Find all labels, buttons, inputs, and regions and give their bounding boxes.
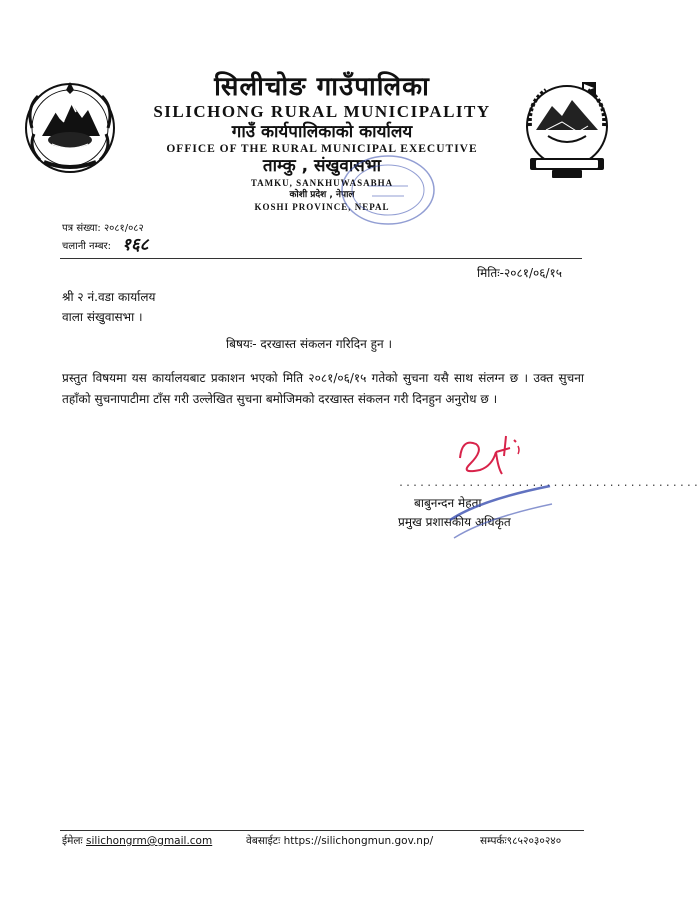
- footer-phone: [480, 834, 561, 848]
- email-link[interactable]: silichongrm@gmail.com: [86, 835, 213, 847]
- handwritten-signature-icon: [440, 428, 530, 484]
- office-stamp-icon: [338, 150, 438, 230]
- municipality-name-english: SILICHONG RURAL MUNICIPALITY: [153, 102, 491, 121]
- signatory-name: बाबुनन्दन मेहता: [414, 496, 482, 510]
- dispatch-number: [62, 235, 149, 255]
- province-english: KOSHI PROVINCE, NEPAL: [254, 202, 390, 212]
- location-english: TAMKU, SANKHUWASABHA: [250, 178, 394, 188]
- signatory-stamp-icon: [440, 480, 560, 550]
- website-link[interactable]: https://silichongmun.gov.np/: [283, 835, 434, 847]
- recipient-line-1: श्री २ नं.वडा कार्यालय: [62, 290, 156, 304]
- municipality-name-nepali: सिलीचोङ गाउँपालिका: [214, 72, 430, 102]
- dispatch-number-label: चलानी नम्बर:: [62, 241, 112, 252]
- office-name-nepali: गाउँ कार्यपालिकाको कार्यालय: [231, 122, 413, 142]
- municipality-logo-emblem: [522, 78, 612, 180]
- province-nepali: कोशी प्रदेश , नेपाल: [289, 190, 355, 200]
- signature-dotted-line: ...........................................: [398, 478, 700, 489]
- location-nepali: ताम्कु , संखुवासभा: [262, 156, 382, 176]
- header-divider: [60, 258, 582, 259]
- dispatch-number-value: १६८: [122, 235, 149, 255]
- footer-website: [246, 834, 433, 848]
- phone-number: ९८५२०३०२४०: [506, 835, 562, 847]
- letter-date: मितिः-२०८१/०६/१५: [477, 266, 562, 280]
- email-label: ईमेलः: [62, 835, 83, 847]
- body-paragraph: प्रस्तुत विषयमा यस कार्यालयबाट प्रकाशन भएको मिति २०८१/०६/१५ गतेको सुचना यसै साथ संलग्न छ । उक्त सुचना तहाँको सुचनापाटीमा टाँस गरी उल्लेखित सुचना बमोजिमको दरखास्त संकलन गरी दिनहुन अनुरोध छ ।: [62, 371, 584, 406]
- recipient-line-2: वाला संखुवासभा ।: [62, 310, 143, 324]
- phone-label: सम्पर्कः: [480, 835, 507, 847]
- office-name-english: OFFICE OF THE RURAL MUNICIPAL EXECUTIVE: [166, 143, 478, 155]
- footer-divider: [60, 830, 584, 831]
- signatory-title: प्रमुख प्रशासकीय अधिकृत: [398, 515, 511, 529]
- footer-email: [62, 834, 212, 848]
- website-label: वेबसाईटः: [246, 835, 281, 847]
- subject-line: बिषयः- दरखास्त संकलन गरिदिन हुन ।: [226, 337, 393, 351]
- letter-number-value: २०८१/०८२: [103, 223, 144, 234]
- letterhead: [120, 72, 524, 213]
- nepal-coat-of-arms-emblem: [22, 78, 118, 174]
- letter-number-label: पत्र संख्या:: [62, 223, 101, 234]
